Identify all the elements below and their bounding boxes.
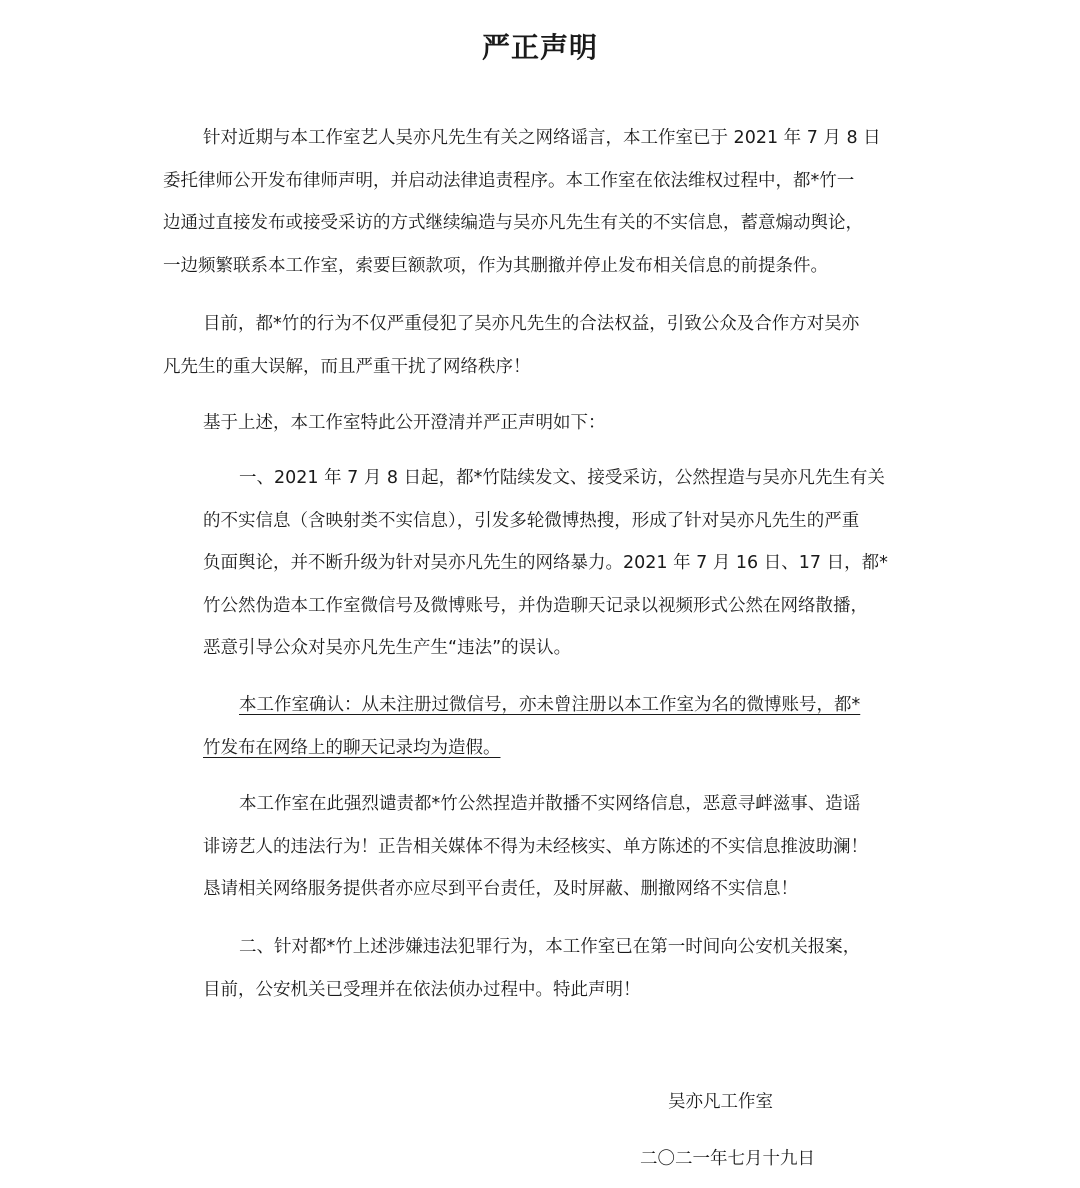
- paragraph-current-situation: [163, 303, 918, 388]
- text-line: 委托律师公开发布律师声明，并启动法律追责程序。本工作室在依法维权过程中，都*竹一: [163, 170, 855, 191]
- signature-date: 二〇二一年七月十九日: [640, 1149, 815, 1169]
- text-line: [203, 727, 919, 770]
- text-line: 目前，都*竹的行为不仅严重侵犯了吴亦凡先生的合法权益，引致公众及合作方对吴亦: [203, 314, 860, 334]
- text-line: 恶意引导公众对吴亦凡先生产生“违法”的误认。: [203, 638, 572, 658]
- text-line: 负面舆论，并不断升级为针对吴亦凡先生的网络暴力。2021 年 7 月 16 日、17 日，都*: [203, 553, 888, 573]
- paragraph-item-one: [203, 457, 919, 670]
- signature-name: 吴亦凡工作室: [668, 1092, 773, 1112]
- paragraph-declaration-intro: [163, 402, 918, 445]
- text-line: [203, 684, 919, 727]
- paragraph-item-two: [203, 926, 919, 1011]
- page-title: 严正声明: [481, 31, 598, 64]
- underlined-text: 本工作室确认：从未注册过微信号，亦未曾注册以本工作室为名的微博账号，都*: [239, 695, 861, 715]
- text-line: 一边频繁联系本工作室，索要巨额款项，作为其删撤并停止发布相关信息的前提条件。: [163, 255, 828, 276]
- text-line: 基于上述，本工作室特此公开澄清并严正声明如下：: [203, 413, 606, 433]
- paragraph-intro: [163, 117, 918, 287]
- paragraph-confirmation: [203, 684, 919, 769]
- text-line: 凡先生的重大误解，而且严重干扰了网络秩序！: [163, 356, 531, 377]
- paragraph-condemnation: [203, 783, 919, 911]
- text-line: 一、2021 年 7 月 8 日起，都*竹陆续发文、接受采访，公然捏造与吴亦凡先生有关: [239, 468, 885, 488]
- text-line: 目前，公安机关已受理并在依法侦办过程中。特此声明！: [203, 979, 641, 1000]
- text-line: 竹公然伪造本工作室微信号及微博账号，并伪造聊天记录以视频形式公然在网络散播，: [203, 595, 868, 616]
- text-line: 边通过直接发布或接受采访的方式继续编造与吴亦凡先生有关的不实信息，蓄意煽动舆论，: [163, 213, 863, 233]
- underlined-text: 竹发布在网络上的聊天记录均为造假。: [203, 737, 501, 758]
- text-line: 的不实信息（含映射类不实信息），引发多轮微博热搜，形成了针对吴亦凡先生的严重: [203, 510, 860, 531]
- text-line: 二、针对都*竹上述涉嫌违法犯罪行为，本工作室已在第一时间向公安机关报案，: [239, 937, 861, 957]
- text-line: 针对近期与本工作室艺人吴亦凡先生有关之网络谣言，本工作室已于 2021 年 7 月 8 日: [203, 128, 881, 148]
- text-line: 诽谤艺人的违法行为！正告相关媒体不得为未经核实、单方陈述的不实信息推波助澜！: [203, 836, 868, 857]
- text-line: 恳请相关网络服务提供者亦应尽到平台责任，及时屏蔽、删撤网络不实信息！: [203, 879, 798, 899]
- text-line: 本工作室在此强烈谴责都*竹公然捏造并散播不实网络信息，恶意寻衅滋事、造谣: [239, 794, 861, 814]
